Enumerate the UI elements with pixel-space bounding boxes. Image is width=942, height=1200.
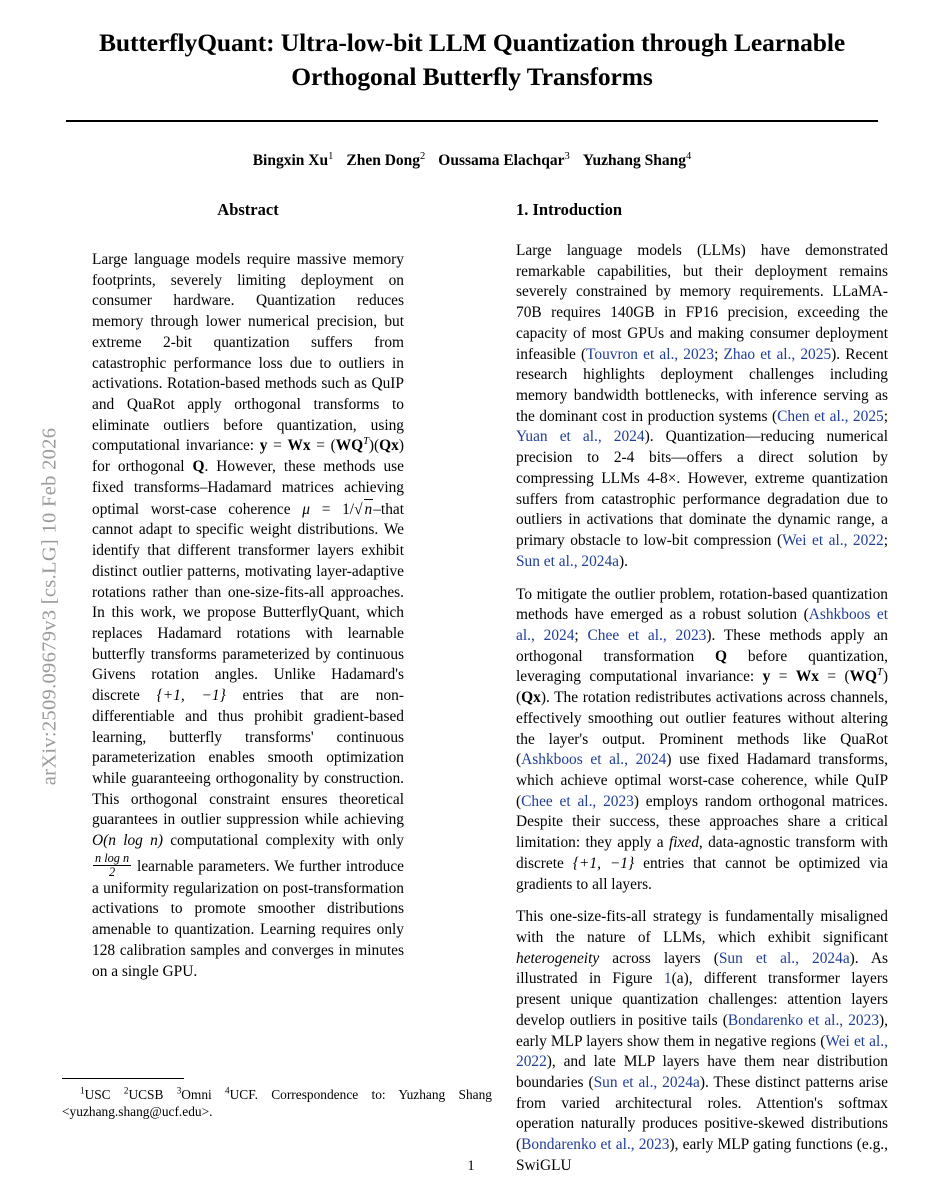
page-title: ButterflyQuant: Ultra-low-bit LLM Quantization through Learnable Orthogonal Butterfly Transforms — [98, 28, 846, 92]
p2-math-set: {+1, −1} — [572, 854, 635, 872]
footnote-mark-2: 2 — [123, 1085, 129, 1096]
eq-y: y — [259, 437, 268, 455]
abstract-text-g: learnable parameters. We further introduce a uniformity regularization on post-transformation activations to promote smoother distributions amenable to quantization. Learning requires only 128 calibration samples and converges in minutes on a single GPU. — [92, 857, 404, 980]
p1-t3: ). Recent research highlights deployment challenges including memory bandwidth bottlenecks, with inference serving as the dominant cost in production systems ( — [516, 345, 888, 425]
p2-math-transpose: T — [877, 667, 883, 679]
citation-sun-2024a-c[interactable]: Sun et al., 2024a — [593, 1074, 700, 1092]
abstract-text-f: computational complexity with only — [162, 832, 405, 850]
p1-t4: ; — [883, 407, 888, 425]
eq-fraction-denominator: 2 — [109, 864, 116, 879]
p3-t7: ). These distinct patterns arise from varied architectural roles. Attention's softmax operation naturally produces positive-skewed distributions ( — [516, 1074, 889, 1154]
p3-t2: across layers ( — [599, 949, 719, 967]
p2-math-Qx: Qx — [521, 689, 541, 707]
citation-zhao-2025[interactable]: Zhao et al., 2025 — [723, 345, 832, 363]
intro-paragraph-2 — [516, 585, 888, 896]
eq-eq1: = — [267, 437, 288, 455]
author-2-affiliation-mark: 2 — [420, 150, 426, 162]
citation-bondarenko-2023-b[interactable]: Bondarenko et al., 2023 — [521, 1136, 670, 1154]
footnote-divider — [62, 1078, 184, 1079]
author-4-affiliation-mark: 4 — [686, 150, 692, 162]
p2-math-y: y — [762, 668, 771, 686]
p2-math-close2: ) — [540, 689, 546, 707]
citation-ashkboos-2024-b[interactable]: Ashkboos et al., 2024 — [521, 751, 667, 769]
abstract-text-a: Large language models require massive memory footprints, severely limiting deployment on consumer hardware. Quantization reduces memory through lower numerical precision, but extreme 2-bit quantization suffers from catastrophic performance loss due to outliers in activations. Rotation-based methods such as QuIP and QuaRot apply orthogonal transforms to eliminate outliers before quantization, using computational invariance: — [92, 251, 404, 455]
p3-t5: ), early MLP layers show them in negative regions ( — [516, 1011, 888, 1050]
citation-yuan-2024[interactable]: Yuan et al., 2024 — [516, 428, 645, 446]
eq-mu-eq: = 1/ — [310, 500, 355, 518]
p1-t5: ). Quantization—reducing numerical precision to 2-4 bits—offers a direct solution by compressing LLMs 4-8×. However, extreme quantization suffers from catastrophic performance degradation due to outliers in activations that dominate the dynamic range, a primary obstacle to low-bit compression ( — [516, 428, 888, 550]
eq-Q: Q — [192, 458, 205, 476]
arxiv-stamp-text: arXiv:2509.09679v3 [cs.LG] 10 Feb 2026 — [38, 427, 61, 786]
p2-t4: before quantization, leveraging computational invariance: — [516, 647, 889, 686]
p2-t1: To mitigate the outlier problem, rotation-based quantization methods have emerged as a robust solution ( — [516, 585, 888, 624]
introduction-heading: 1. Introduction — [516, 200, 623, 219]
eq-fraction-numerator: n log n — [95, 850, 130, 865]
footnote-affiliation-2: UCSB — [128, 1087, 177, 1102]
footnote-block — [62, 1078, 492, 1121]
p2-math-close1: )( — [516, 668, 888, 707]
p3-emph-heterogeneity: heterogeneity — [516, 949, 600, 967]
citation-sun-2024a-b[interactable]: Sun et al., 2024a — [718, 949, 850, 967]
eq-set: {+1, −1} — [156, 687, 226, 705]
citation-sun-2024a[interactable]: Sun et al., 2024a — [516, 552, 620, 570]
abstract-paragraph — [92, 250, 404, 982]
eq-close2: ) — [398, 437, 404, 455]
p2-math-WQ: WQ — [849, 668, 878, 686]
footnote-mark-3: 3 — [176, 1085, 182, 1096]
p1-t2: ; — [714, 345, 724, 363]
p2-t2: ; — [574, 626, 588, 644]
author-3 — [438, 152, 569, 169]
abstract-heading: Abstract — [217, 200, 279, 219]
p1-t7: ). — [619, 552, 628, 570]
eq-bigO: O(n log n) — [92, 832, 163, 850]
p2-t7: ) employs random orthogonal matrices. Despite their success, these approaches share a critical limitation: they apply a — [516, 792, 889, 852]
p2-emph-fixed: fixed — [668, 834, 699, 852]
author-list — [66, 152, 878, 170]
abstract-text-c: . However, these methods use fixed transforms–Hadamard matrices achieving optimal worst-case coherence — [92, 458, 404, 518]
p2-t5: . The rotation redistributes activations across channels, effectively smoothing out outlier features without altering the layer's output. Prominent methods like QuaRot ( — [516, 689, 888, 769]
citation-bondarenko-2023[interactable]: Bondarenko et al., 2023 — [727, 1011, 880, 1029]
sqrt-n: n — [364, 499, 374, 521]
footnote-affiliation-3: Omni — [181, 1087, 226, 1102]
footnote-affiliation-4: UCF. Correspondence to: Yuzhang Shang <yuzhang.shang@ucf.edu>. — [62, 1087, 492, 1120]
p2-t3: ). These methods apply an orthogonal transformation — [516, 626, 888, 665]
citation-wei-2022[interactable]: Wei et al., 2022 — [782, 532, 884, 550]
left-column — [62, 200, 434, 982]
p3-t3: ). As illustrated in Figure — [516, 949, 889, 988]
title-block — [66, 26, 878, 94]
p3-t6: ), and late MLP layers have them near distribution boundaries ( — [516, 1053, 888, 1092]
p2-math-eq2: = ( — [818, 668, 850, 686]
footnote-mark-1: 1 — [80, 1085, 85, 1096]
abstract-text-b: for orthogonal — [92, 458, 193, 476]
citation-wei-2022-b[interactable]: Wei et al., 2022 — [516, 1032, 888, 1071]
intro-paragraph-3 — [516, 907, 888, 1176]
citation-chen-2025[interactable]: Chen et al., 2025 — [777, 407, 884, 425]
citation-chee-2023-b[interactable]: Chee et al., 2023 — [521, 792, 634, 810]
sqrt-symbol: √ — [354, 500, 363, 518]
p1-t1: Large language models (LLMs) have demonstrated remarkable capabilities, but their deployment remains severely constrained by memory requirements. LLaMA-70B requires 140GB in FP16 precision, exceeding the capacity of most GPUs and making consumer deployment infeasible ( — [516, 242, 888, 363]
p2-math-Wx: Wx — [795, 668, 819, 686]
right-column — [516, 200, 888, 1177]
p2-math-Q: Q — [715, 647, 728, 665]
footnote-affiliation-1: USC — [84, 1087, 124, 1102]
eq-Wx: Wx — [287, 437, 311, 455]
author-4 — [583, 152, 692, 169]
p2-t9: entries that cannot be optimized via gradients to all layers. — [516, 854, 889, 893]
eq-mu: μ — [302, 500, 311, 518]
p3-t8: ), early MLP gating functions (e.g., SwiGLU — [516, 1136, 888, 1174]
eq-close1: )( — [368, 437, 380, 455]
author-2-name: Zhen Dong — [346, 152, 421, 169]
p1-t6: ; — [883, 532, 888, 550]
abstract-text-d: –that cannot adapt to specific weight distributions. We identify that different transformer layers exhibit distinct outlier patterns, motivating layer-adaptive rotations rather than one-size-fits-all approaches. In this work, we propose ButterflyQuant, which replaces Hadamard rotations with learnable butterfly transforms parameterized by continuous Givens rotation angles. Unlike Hadamard's discrete — [92, 500, 404, 705]
page-number: 1 — [467, 1158, 475, 1174]
author-1-name: Bingxin Xu — [252, 152, 329, 169]
p3-t4: (a), different transformer layers present unique quantization challenges: attention layers develop outliers in positive tails ( — [516, 970, 889, 1029]
eq-eq2: = ( — [310, 437, 336, 455]
citation-ashkboos-2024[interactable]: Ashkboos et al., 2024 — [516, 606, 888, 644]
p2-t6: ) use fixed Hadamard transforms, which achieve optimal worst-case coherence, while QuIP ( — [516, 751, 888, 810]
author-1-affiliation-mark: 1 — [328, 150, 334, 162]
author-4-name: Yuzhang Shang — [582, 152, 686, 169]
eq-WQ: WQ — [335, 437, 364, 455]
title-divider — [66, 120, 878, 122]
p3-t1: This one-size-fits-all strategy is fundamentally misaligned with the nature of LLMs, which exhibit significant — [516, 908, 888, 946]
author-3-name: Oussama Elachqar — [438, 152, 565, 169]
intro-paragraph-1 — [516, 241, 888, 573]
author-1 — [253, 152, 334, 169]
citation-chee-2023[interactable]: Chee et al., 2023 — [587, 626, 707, 644]
author-3-affiliation-mark: 3 — [564, 150, 570, 162]
eq-fraction — [93, 852, 131, 879]
abstract-text-e: entries that are non-differentiable and thus prohibit gradient-based learning, butterfly transforms' continuous parameterization enables smooth optimization while guaranteeing orthogonality by construction. This orthogonal constraint ensures theoretical guarantees in outlier suppression while achieving — [92, 687, 404, 829]
eq-transpose: T — [363, 436, 369, 448]
footnote-text — [62, 1086, 492, 1121]
abstract-body — [92, 250, 404, 982]
eq-Qx: Qx — [379, 437, 399, 455]
p2-math-eq1: = — [770, 668, 796, 686]
p2-t8: , data-agnostic transform with discrete — [516, 834, 888, 872]
author-2 — [346, 152, 425, 169]
citation-touvron-2023[interactable]: Touvron et al., 2023 — [586, 345, 715, 363]
figure-ref-1[interactable]: 1 — [663, 970, 672, 988]
footnote-mark-4: 4 — [225, 1085, 230, 1096]
arxiv-stamp — [0, 0, 61, 1200]
